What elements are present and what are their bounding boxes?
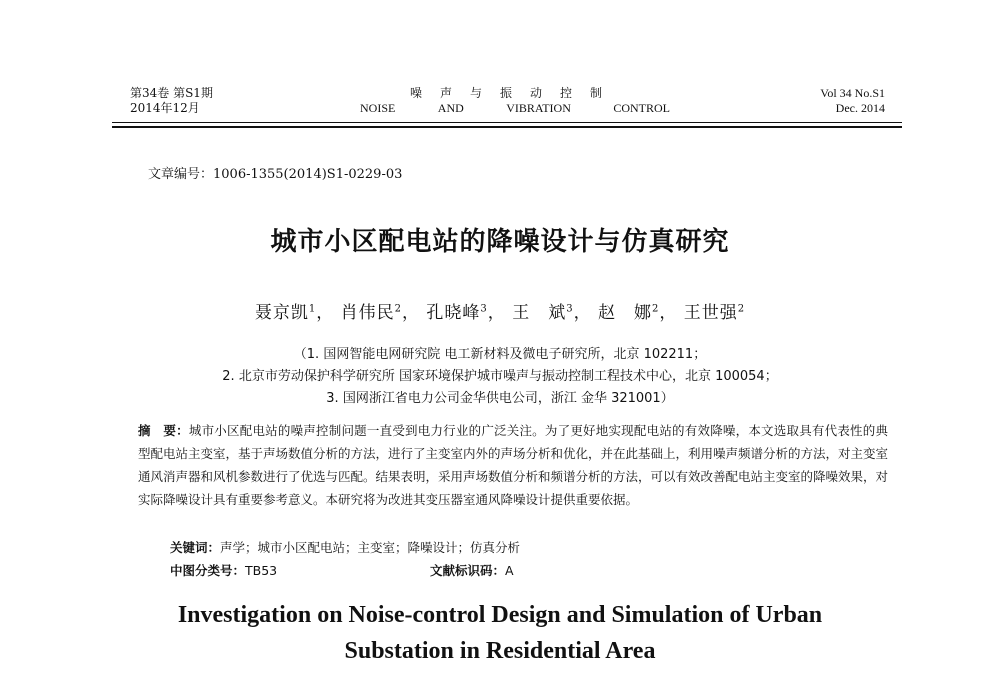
author-name: 王 斌 <box>512 303 567 323</box>
author-name: 赵 娜 <box>597 303 652 323</box>
abstract-text: 城市小区配电站的噪声控制问题一直受到电力行业的广泛关注。为了更好地实现配电站的有效降噪，本文选取具有代表性的典型配电站主变室，基于声场数值分析的方法，进行了主变室内外的声场分析和优化，并在此基础上，利用噪声频谱分析的方法，对主变室通风消声器和风机参数进行了优选与匹配。结果表明，采用声场数值分析和频谱分析的方法，可以有效改善配电站主变室的降噪效果，对实际降噪设计具有重要参考意义。本研究将为改进其变压器室通风降噪设计提供重要依据。 <box>138 423 889 507</box>
journal-en-word: CONTROL <box>613 101 670 115</box>
article-number: 文章编号：1006-1355(2014)S1-0229-03 <box>148 167 403 182</box>
journal-name-en <box>360 101 670 116</box>
affiliation-3: 3. 国网浙江省电力公司金华供电公司，浙江 金华 321001） <box>326 391 674 406</box>
author-name: 孔晓峰 <box>426 303 481 323</box>
issue-line-1: 第34卷 第S1期 <box>130 86 213 100</box>
author-name: 肖伟民 <box>340 303 395 323</box>
title-english-line-2: Substation in Residential Area <box>344 638 656 664</box>
abstract-label: 摘 要： <box>138 423 189 438</box>
journal-name <box>360 86 670 116</box>
journal-en-word: VIBRATION <box>506 101 571 115</box>
author-sup: 3 <box>480 303 488 315</box>
class-number-value: TB53 <box>245 563 278 578</box>
journal-header <box>130 86 885 130</box>
document-code-value: A <box>505 563 514 578</box>
journal-en-word: NOISE <box>360 101 396 115</box>
journal-en-word: AND <box>437 101 464 115</box>
title-english <box>0 597 1000 669</box>
issue-info <box>130 86 213 116</box>
author-sup: 2 <box>737 303 746 315</box>
author-sup: 1 <box>308 303 317 315</box>
keywords-text: 声学；城市小区配电站；主变室；降噪设计；仿真分析 <box>220 540 521 555</box>
issue-line-2: 2014年12月 <box>130 101 200 115</box>
author-name: 王世强 <box>683 303 738 323</box>
document-code-label: 文献标识码： <box>430 563 506 578</box>
header-rule-thick <box>112 126 902 128</box>
class-number <box>170 561 277 579</box>
author-sup: 3 <box>566 303 574 315</box>
abstract <box>138 419 888 511</box>
author-list: 聂京凯$^1$， 肖伟民$^2$， 孔晓峰$^3$， 王 斌$^3$， 赵 娜$^2$， 王世强$^2$ <box>254 303 746 323</box>
title-english-line-1: Investigation on Noise-control Design and Simulation of Urban <box>177 602 823 628</box>
author-name: 聂京凯 <box>254 303 309 323</box>
affiliation-1: （1. 国网智能电网研究院 电工新材料及微电子研究所，北京 102211； <box>293 347 707 362</box>
author-sup: 2 <box>394 303 403 315</box>
journal-name-cn: 噪声与振动控制 <box>409 86 620 100</box>
keywords-label: 关键词： <box>170 540 221 555</box>
header-rule-thin <box>112 122 902 123</box>
volume-line-2: Dec. 2014 <box>835 101 885 115</box>
title-chinese: 城市小区配电站的降噪设计与仿真研究 <box>270 227 730 257</box>
affiliation-2: 2. 北京市劳动保护科学研究所 国家环境保护城市噪声与振动控制工程技术中心，北京 100054； <box>222 369 778 384</box>
volume-line-1: Vol 34 No.S1 <box>820 86 885 100</box>
class-number-label: 中图分类号： <box>170 563 246 578</box>
document-code <box>430 561 514 579</box>
volume-info <box>820 86 885 116</box>
keywords <box>170 538 520 556</box>
author-sup: 2 <box>651 303 660 315</box>
